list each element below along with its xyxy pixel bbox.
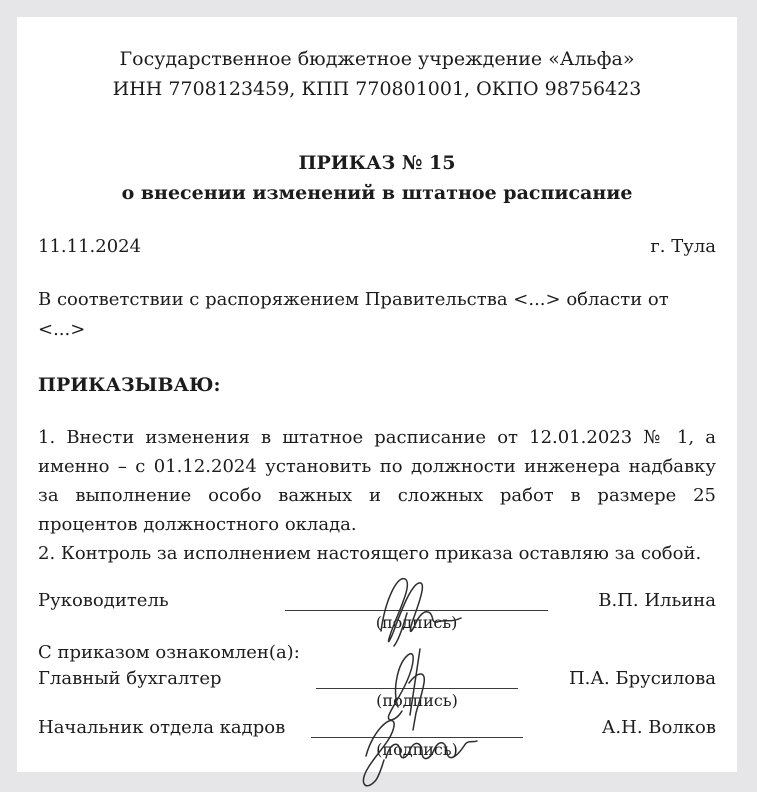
order-title: ПРИКАЗ № 15 <box>298 152 456 174</box>
signature-caption: (подпись) <box>376 740 458 759</box>
signature-role: Руководитель <box>38 590 169 611</box>
signature-middle <box>288 717 546 760</box>
signature-row-director <box>38 590 716 633</box>
signatures-section <box>38 590 716 760</box>
acquainted-line: С приказом ознакомлен(а): <box>38 642 300 663</box>
signature-row-hr <box>38 717 716 760</box>
intro-paragraph: В соответствии с распоряжением Правительства <...> области от <...> <box>38 289 669 340</box>
signer-name: В.П. Ильина <box>598 590 716 611</box>
signature-caption: (подпись) <box>375 613 458 632</box>
document-title-block <box>38 148 716 208</box>
order-item-2: 2. Контроль за исполнением настоящего приказа оставляю за собой. <box>38 543 702 564</box>
document-page <box>17 17 737 772</box>
signature-role: Главный бухгалтер <box>38 668 222 689</box>
signature-middle <box>288 668 546 711</box>
signature-line <box>285 590 548 611</box>
date-city-row <box>38 232 716 262</box>
order-word: ПРИКАЗЫВАЮ: <box>38 374 221 396</box>
order-item-1: 1. Внести изменения в штатное расписание от 12.01.2023 № 1, а именно – с 01.12.2024 установить по должности инженера надбавку за выполнение особо важных и сложных работ в размере 25 процентов должностного оклада. <box>38 427 716 535</box>
org-requisites: ИНН 7708123459, КПП 770801001, ОКПО 98756423 <box>112 78 642 100</box>
org-name: Государственное бюджетное учреждение «Альфа» <box>119 48 635 70</box>
signature-row-accountant <box>38 668 716 711</box>
signature-line <box>311 717 523 738</box>
order-subtitle: о внесении изменений в штатное расписание <box>121 182 633 204</box>
signature-caption: (подпись) <box>376 691 458 710</box>
signature-middle <box>285 590 548 633</box>
signature-line <box>316 668 518 689</box>
order-date: 11.11.2024 <box>38 236 142 257</box>
order-city: г. Тула <box>650 236 716 257</box>
signer-name: А.Н. Волков <box>601 717 716 738</box>
signer-name: П.А. Брусилова <box>568 668 716 689</box>
signature-role: Начальник отдела кадров <box>38 717 286 738</box>
